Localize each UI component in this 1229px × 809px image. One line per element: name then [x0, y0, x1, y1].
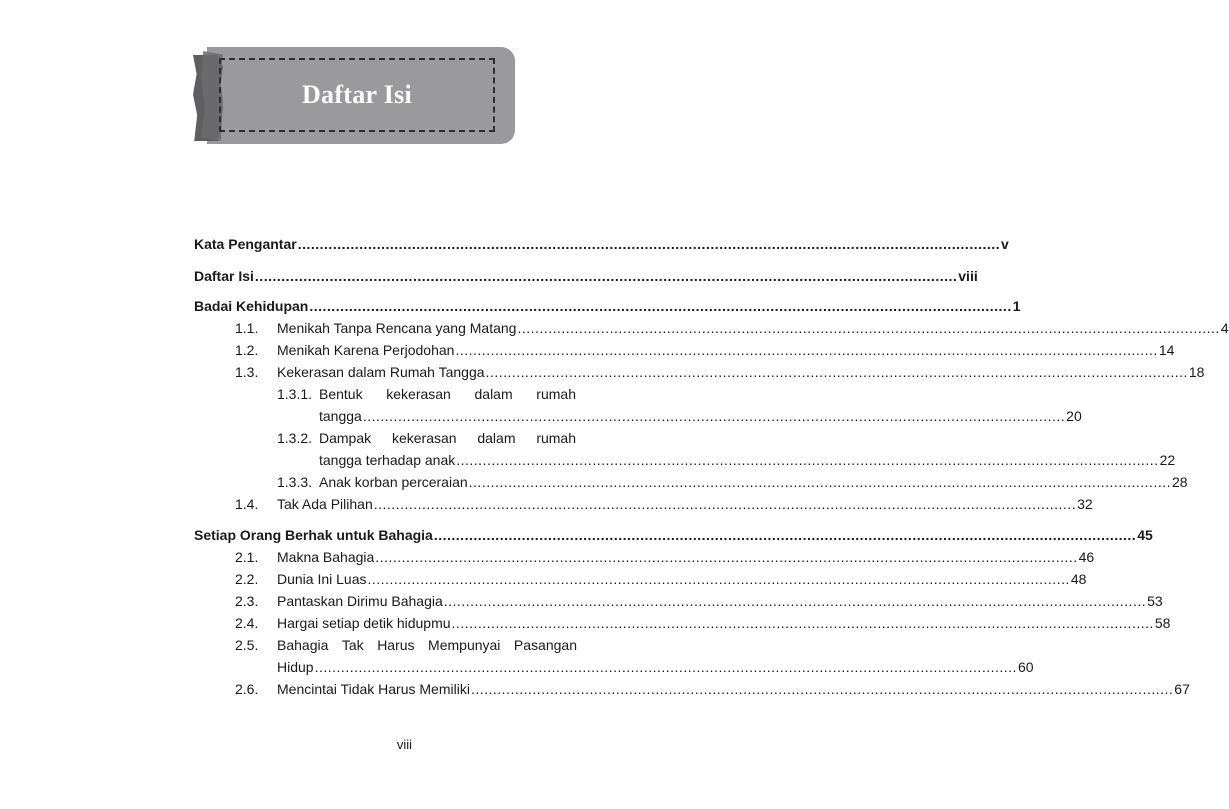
toc-number: 2.3. [235, 593, 259, 609]
toc-page: 67 [1174, 681, 1190, 697]
toc-entry-1-1[interactable] [277, 318, 1229, 338]
toc-number: 2.5. [235, 637, 259, 653]
toc-page: 45 [1137, 527, 1153, 543]
toc-chapter-2[interactable] [194, 525, 1153, 545]
leader-dots: ................................................................................................................................................................ [443, 593, 1147, 609]
toc-number: 2.2. [235, 571, 259, 587]
toc-page: v [1001, 236, 1009, 252]
leader-dots: ................................................................................................................................................................ [362, 408, 1066, 424]
toc-entry-2-5-line2[interactable] [277, 657, 1034, 677]
toc-label: Makna Bahagia [277, 549, 375, 565]
toc-page: 46 [1078, 549, 1095, 565]
toc-label: Menikah Karena Perjodohan [277, 342, 455, 358]
toc-entry-2-5-line1[interactable] [277, 635, 577, 655]
toc-word: Pasangan [513, 637, 577, 653]
toc-number: 1.3.3. [277, 474, 313, 490]
toc-number: 2.4. [235, 615, 259, 631]
toc-word: rumah [536, 386, 576, 402]
toc-word: kekerasan [391, 430, 457, 446]
toc-label: Anak korban perceraian [319, 474, 468, 490]
toc-entry-2-2[interactable] [277, 569, 1087, 589]
toc-number: 1.3.1. [277, 386, 313, 402]
toc-label: Menikah Tanpa Rencana yang Matang [277, 320, 517, 336]
toc-word: Harus [377, 637, 415, 653]
toc-word: Mempunyai [428, 637, 501, 653]
toc-entry-2-4[interactable] [277, 613, 1171, 633]
toc-label: Pantaskan Dirimu Bahagia [277, 593, 443, 609]
toc-page: 28 [1172, 474, 1188, 490]
toc-label: Kekerasan dalam Rumah Tangga [277, 364, 485, 380]
toc-word: Tak [341, 637, 364, 653]
leader-dots: ................................................................................................................................................................ [455, 342, 1158, 358]
leader-dots: ................................................................................................................................................................ [375, 549, 1078, 565]
toc-number: 2.6. [235, 681, 259, 697]
toc-page: 60 [1017, 659, 1034, 675]
toc-label: Hidup [277, 659, 314, 675]
toc-label: Tak Ada Pilihan [277, 496, 373, 512]
toc-label: Daftar Isi [194, 268, 254, 284]
leader-dots: ................................................................................................................................................................ [367, 571, 1070, 587]
leader-dots: ................................................................................................................................................................ [433, 527, 1137, 543]
leader-dots: ................................................................................................................................................................ [451, 615, 1154, 631]
toc-number: 1.4. [235, 496, 259, 512]
toc-number: 1.3.2. [277, 430, 313, 446]
toc-entry-1-3-1-line1[interactable] [319, 384, 576, 404]
toc-entry-2-3[interactable] [277, 591, 1163, 611]
toc-entry-2-1[interactable] [277, 547, 1095, 567]
toc-label: Dunia Ini Luas [277, 571, 367, 587]
toc-entry-1-2[interactable] [277, 340, 1175, 360]
toc-label: Badai Kehidupan [194, 298, 309, 314]
toc-label: tangga [319, 408, 362, 424]
toc-page: 18 [1188, 364, 1205, 380]
toc-label: Setiap Orang Berhak untuk Bahagia [194, 527, 433, 543]
toc-label: Mencintai Tidak Harus Memiliki [277, 681, 470, 697]
leader-dots: ................................................................................................................................................................ [468, 474, 1171, 490]
toc-page: 48 [1070, 571, 1087, 587]
toc-entry-1-3-2-line1[interactable] [319, 428, 576, 448]
toc-word: dalam [477, 430, 516, 446]
toc-label: tangga terhadap anak [319, 452, 456, 468]
leader-dots: ................................................................................................................................................................ [373, 496, 1077, 512]
toc-word: dalam [474, 386, 513, 402]
leader-dots: ................................................................................................................................................................ [485, 364, 1188, 380]
toc-entry-1-3-3[interactable] [319, 472, 1188, 492]
leader-dots: ................................................................................................................................................................ [254, 268, 958, 284]
toc-page: 22 [1159, 452, 1176, 468]
toc-number: 2.1. [235, 549, 259, 565]
toc-entry-1-3-1-line2[interactable] [319, 406, 1082, 426]
page-number: viii [396, 737, 413, 752]
toc-page: 20 [1066, 408, 1082, 424]
toc-entry-daftar-isi[interactable] [194, 266, 978, 286]
leader-dots: ................................................................................................................................................................ [456, 452, 1159, 468]
toc-page: 32 [1077, 496, 1093, 512]
toc-entry-1-3[interactable] [277, 362, 1205, 382]
toc-word: Bentuk [319, 386, 363, 402]
toc-entry-1-3-2-line2[interactable] [319, 450, 1176, 470]
toc-page: 1 [1012, 298, 1021, 314]
leader-dots: ................................................................................................................................................................ [297, 236, 1001, 252]
toc-word: kekerasan [386, 386, 451, 402]
leader-dots: ................................................................................................................................................................ [470, 681, 1174, 697]
toc-label: Hargai setiap detik hidupmu [277, 615, 451, 631]
page-title: Daftar Isi [301, 80, 413, 109]
toc-number: 1.2. [235, 342, 259, 358]
toc-word: Bahagia [277, 637, 329, 653]
leader-dots: ................................................................................................................................................................ [517, 320, 1220, 336]
toc-word: Dampak [319, 430, 372, 446]
leader-dots: ................................................................................................................................................................ [314, 659, 1017, 675]
toc-page: viii [958, 268, 978, 284]
toc-chapter-1[interactable] [194, 296, 1021, 316]
toc-entry-kata-pengantar[interactable] [194, 234, 1009, 254]
toc-number: 1.1. [235, 320, 259, 336]
toc-page: 58 [1154, 615, 1171, 631]
title-banner [193, 47, 515, 144]
toc-page: 14 [1158, 342, 1175, 358]
toc-word: rumah [536, 430, 576, 446]
toc-page: 4 [1220, 320, 1229, 336]
toc-page: 53 [1147, 593, 1163, 609]
toc-entry-1-4[interactable] [277, 494, 1093, 514]
toc-label: Kata Pengantar [194, 236, 297, 252]
leader-dots: ................................................................................................................................................................ [309, 298, 1012, 314]
toc-number: 1.3. [235, 364, 259, 380]
toc-entry-2-6[interactable] [277, 679, 1190, 699]
